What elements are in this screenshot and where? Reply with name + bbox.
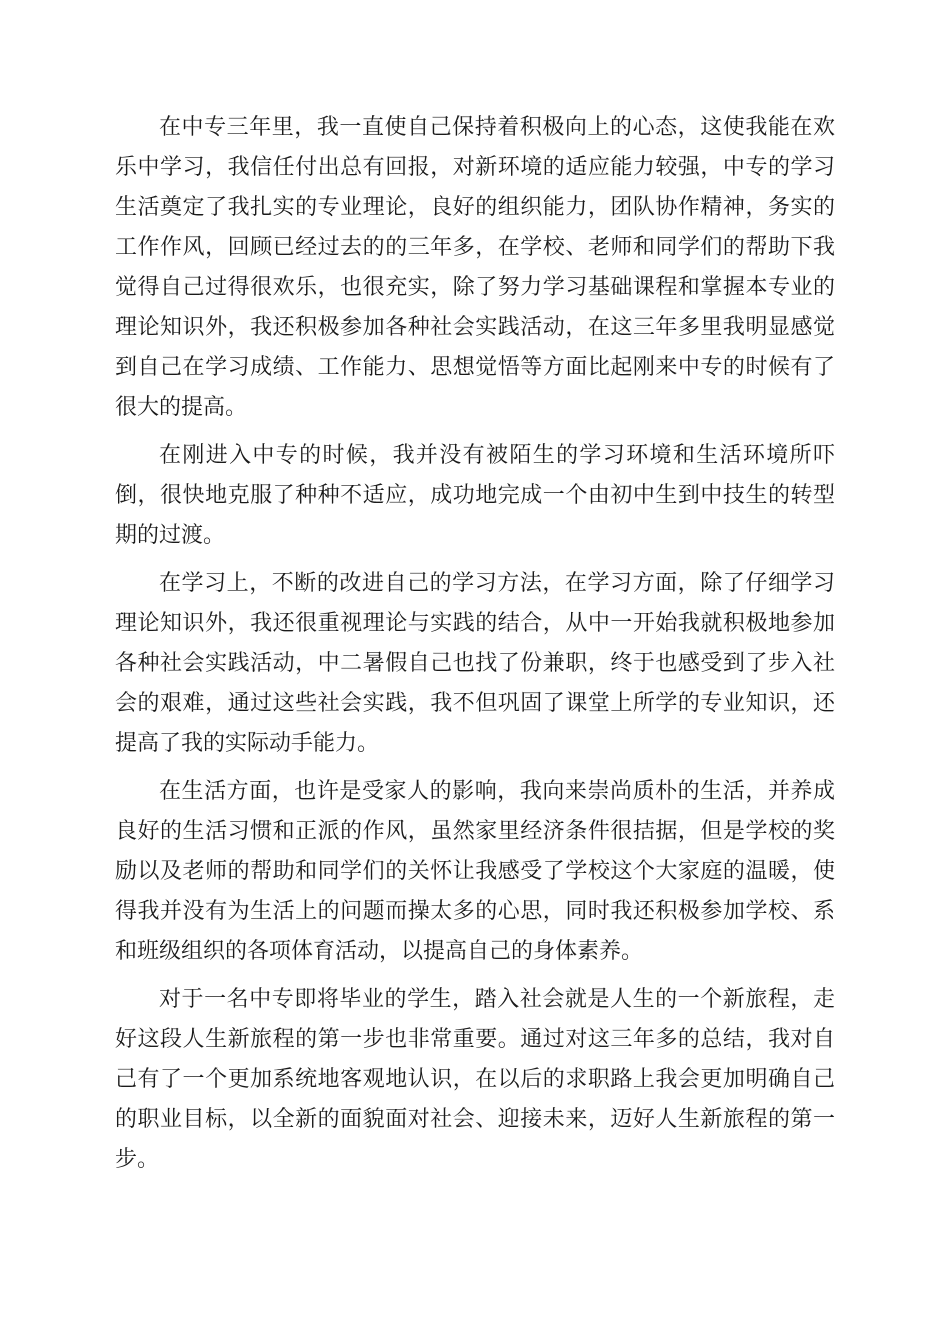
paragraph-1: 在中专三年里，我一直使自己保持着积极向上的心态，这使我能在欢乐中学习，我信任付出总有回报，对新环境的适应能力较强，中专的学习生活奠定了我扎实的专业理论，良好的组织能力，团队协作精神，务实的工作作风，回顾已经过去的的三年多，在学校、老师和同学们的帮助下我觉得自己过得很欢乐，也很充实，除了努力学习基础课程和掌握本专业的理论知识外，我还积极参加各种社会实践活动，在这三年多里我明显感觉到自己在学习成绩、工作能力、思想觉悟等方面比起刚来中专的时候有了很大的提高。 [115, 115, 835, 420]
paragraph-5: 对于一名中专即将毕业的学生，踏入社会就是人生的一个新旅程，走好这段人生新旅程的第一步也非常重要。通过对这三年多的总结，我对自己有了一个更加系统地客观地认识，在以后的求职路上我会更加明确自己的职业目标，以全新的面貌面对社会、迎接未来，迈好人生新旅程的第一步。 [115, 987, 835, 1172]
document-body [115, 108, 835, 1188]
paragraph-4: 在生活方面，也许是受家人的影响，我向来崇尚质朴的生活，并养成良好的生活习惯和正派的作风，虽然家里经济条件很拮据，但是学校的奖励以及老师的帮助和同学们的关怀让我感受了学校这个大家庭的温暖，使得我并没有为生活上的问题而操太多的心思，同时我还积极参加学校、系和班级组织的各项体育活动，以提高自己的身体素养。 [115, 779, 835, 964]
paragraph-3: 在学习上，不断的改进自己的学习方法，在学习方面，除了仔细学习理论知识外，我还很重视理论与实践的结合，从中一开始我就积极地参加各种社会实践活动，中二暑假自己也找了份兼职，终于也感受到了步入社会的艰难，通过这些社会实践，我不但巩固了课堂上所学的专业知识，还提高了我的实际动手能力。 [115, 571, 835, 756]
paragraph-2: 在刚进入中专的时候，我并没有被陌生的学习环境和生活环境所吓倒，很快地克服了种种不适应，成功地完成一个由初中生到中技生的转型期的过渡。 [115, 443, 835, 548]
